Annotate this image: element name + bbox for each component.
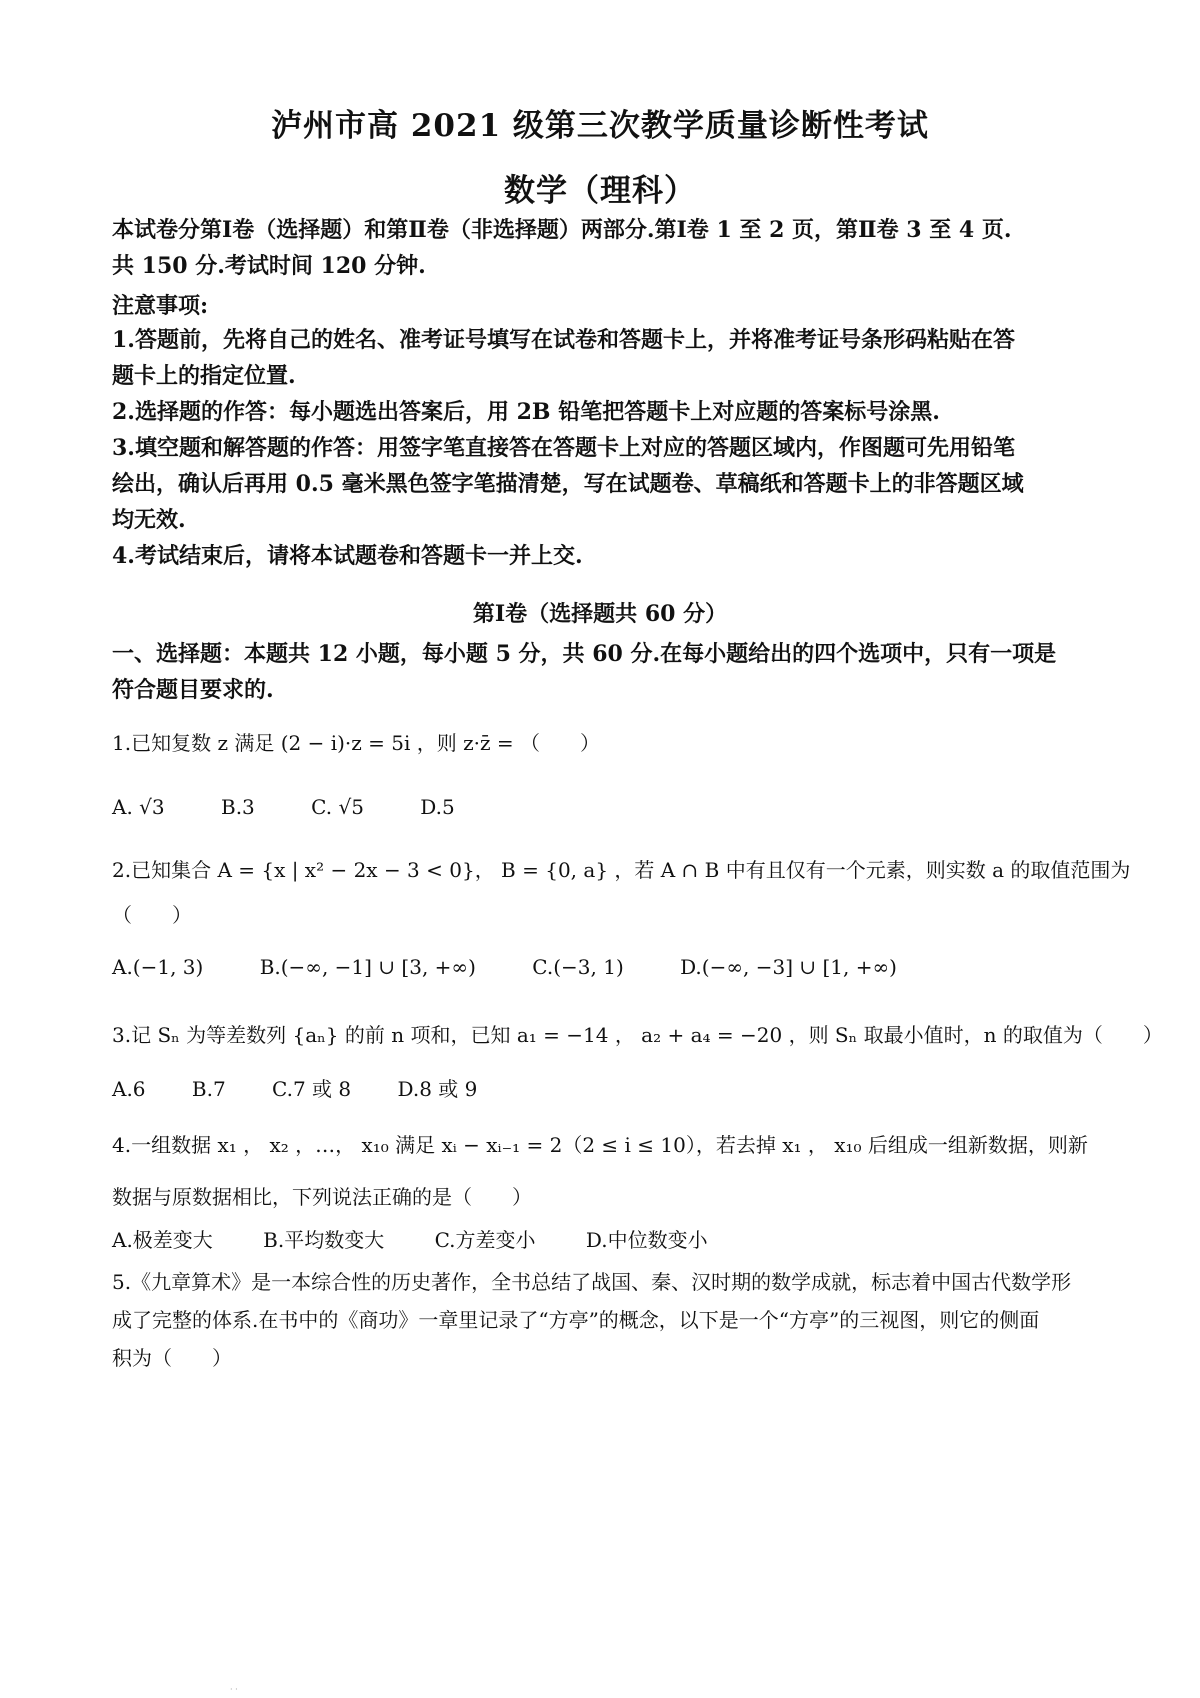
page-subtitle: 数学（理科） [504, 173, 696, 209]
notes-item: 绘出，确认后再用 0.5 毫米黑色签字笔描清楚，写在试题卷、草稿纸和答题卡上的非答题区域 [112, 471, 1024, 497]
scan-artifact: · · [230, 1685, 238, 1694]
notes-item: 1.答题前，先将自己的姓名、准考证号填写在试卷和答题卡上，并将准考证号条形码粘贴在答 [112, 327, 1015, 353]
option-a: A.极差变大 [112, 1228, 213, 1252]
notes-heading [112, 288, 1092, 324]
question-2-stem-cont: （ ） [112, 903, 192, 927]
part-heading-line: 一、选择题：本题共 12 小题，每小题 5 分，共 60 分.在每小题给出的四个选项中，只有一项是 [112, 641, 1057, 667]
question-2-options [112, 950, 1092, 984]
notes-item: 2.选择题的作答：每小题选出答案后，用 2B 铅笔把答题卡上对应题的答案标号涂黑. [112, 399, 940, 425]
question-1-options [112, 790, 1092, 824]
question-3-stem: 3.记 Sₙ 为等差数列 {aₙ} 的前 n 项和，已知 a₁ = −14 ， a₂ + a₄ = −20 ，则 Sₙ 取最小值时，n 的取值为（ ） [112, 1023, 1163, 1047]
notes-item: 3.填空题和解答题的作答：用签字笔直接答在答题卡上对应的答题区域内，作图题可先用铅笔 [112, 435, 1015, 461]
question-4-stem: 4.一组数据 x₁ ， x₂ ，…， x₁₀ 满足 xᵢ − xᵢ₋₁ = 2（2 ≤ i ≤ 10），若去掉 x₁ ， x₁₀ 后组成一组新数据，则新 [112, 1133, 1088, 1157]
notes-heading-text: 注意事项: [112, 293, 209, 319]
option-b: B.3 [221, 795, 255, 819]
question-4-stem-cont: 数据与原数据相比，下列说法正确的是（ ） [112, 1185, 532, 1209]
question-5-line: 积为（ ） [112, 1346, 232, 1370]
notes-list [112, 322, 1092, 574]
question-5-stem [112, 1265, 1092, 1375]
option-d: D.(−∞, −3] ∪ [1, +∞) [680, 955, 897, 979]
intro-line: 本试卷分第Ⅰ卷（选择题）和第Ⅱ卷（非选择题）两部分.第Ⅰ卷 1 至 2 页，第Ⅱ卷 3 至 4 页. [112, 217, 1012, 243]
question-2-stem: 2.已知集合 A = {x | x² − 2x − 3 < 0}， B = {0, a} ，若 A ∩ B 中有且仅有一个元素，则实数 a 的取值范围为 [112, 858, 1131, 882]
option-a: A. √3 [112, 795, 165, 819]
page-title: 泸州市高 2021 级第三次教学质量诊断性考试 [271, 108, 929, 144]
option-d: D.中位数变小 [585, 1228, 708, 1252]
intro [112, 212, 1092, 284]
option-a: A.6 [112, 1077, 146, 1101]
option-b: B.平均数变大 [263, 1228, 385, 1252]
option-a: A.(−1, 3) [112, 955, 204, 979]
option-c: C.7 或 8 [272, 1077, 352, 1101]
question-5-line: 5.《九章算术》是一本综合性的历史著作，全书总结了战国、秦、汉时期的数学成就，标志着中国古代数学形 [112, 1270, 1072, 1294]
intro-line: 共 150 分.考试时间 120 分钟. [112, 253, 426, 279]
option-c: C.方差变小 [434, 1228, 536, 1252]
option-b: B.7 [191, 1077, 226, 1101]
part-heading-line: 符合题目要求的. [112, 677, 274, 703]
question-1-stem: 1.已知复数 z 满足 (2 − i)·z = 5i ，则 z·z̄ = （ ） [112, 731, 600, 755]
part-heading [112, 636, 1092, 708]
notes-item: 题卡上的指定位置. [112, 363, 296, 389]
question-3-options [112, 1072, 1092, 1106]
option-c: C.(−3, 1) [532, 955, 624, 979]
option-d: D.8 或 9 [397, 1077, 478, 1101]
question-5-line: 成了完整的体系.在书中的《商功》一章里记录了“方亭”的概念，以下是一个“方亭”的三视图，则它的侧面 [112, 1308, 1040, 1332]
question-4-options [112, 1223, 1092, 1257]
option-b: B.(−∞, −1] ∪ [3, +∞) [259, 955, 476, 979]
notes-item: 均无效. [112, 507, 186, 533]
option-c: C. √5 [311, 795, 364, 819]
option-d: D.5 [420, 795, 455, 819]
section-title: 第Ⅰ卷（选择题共 60 分） [472, 601, 728, 627]
notes-item: 4.考试结束后，请将本试题卷和答题卡一并上交. [112, 543, 583, 569]
